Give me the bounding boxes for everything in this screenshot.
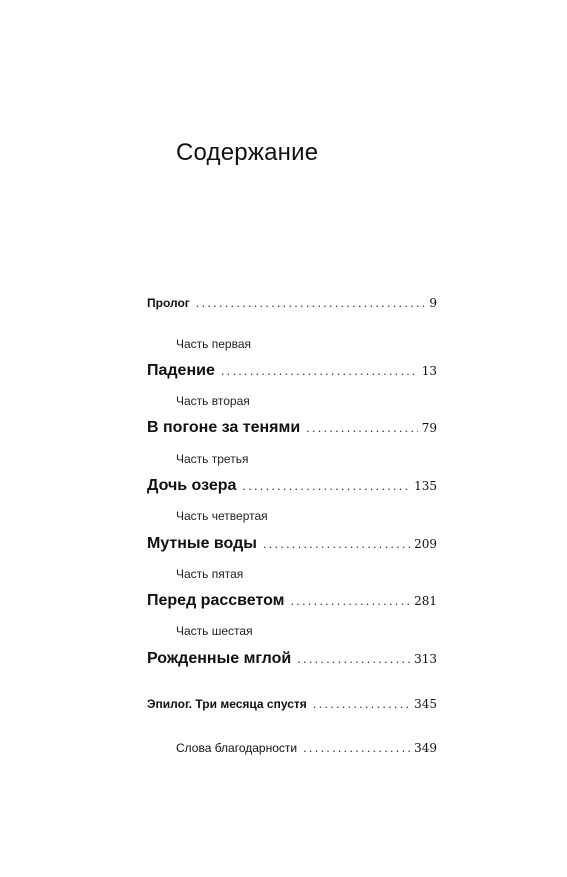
entry-label: Перед рассветом — [147, 592, 285, 609]
entry-label: В погоне за тенями — [147, 419, 301, 436]
part-label-3: Часть третья — [176, 452, 249, 466]
entry-page-number: 9 — [429, 296, 437, 310]
entry-page-number: 313 — [414, 652, 437, 666]
part-label-1: Часть первая — [176, 337, 252, 351]
entry-label: Слова благодарности — [176, 741, 298, 755]
dot-leader — [242, 480, 410, 493]
toc-entry-part-4[interactable] — [147, 535, 437, 553]
part-label-6: Часть шестая — [176, 624, 253, 638]
dot-leader — [263, 538, 410, 551]
entry-label: Рожденные мглой — [147, 650, 292, 667]
dot-leader — [297, 653, 410, 666]
entry-label: Пролог — [147, 296, 190, 310]
entry-page-number: 349 — [414, 741, 437, 755]
toc-entry-epilogue[interactable] — [147, 697, 437, 711]
toc-entry-acknowledgements[interactable] — [176, 741, 437, 755]
toc-entry-part-2[interactable] — [147, 419, 437, 437]
entry-page-number: 13 — [421, 364, 437, 378]
part-label-2: Часть вторая — [176, 394, 250, 408]
dot-leader — [313, 698, 410, 711]
entry-page-number: 135 — [414, 479, 437, 493]
part-label-5: Часть пятая — [176, 567, 244, 581]
entry-page-number: 209 — [414, 537, 437, 551]
dot-leader — [196, 297, 426, 310]
dot-leader — [221, 365, 418, 378]
entry-label: Мутные воды — [147, 535, 257, 552]
dot-leader — [306, 422, 418, 435]
dot-leader — [303, 742, 410, 755]
toc-entry-part-1[interactable] — [147, 362, 437, 380]
dot-leader — [290, 595, 410, 608]
entry-page-number: 281 — [414, 594, 437, 608]
part-label-4: Часть четвертая — [176, 509, 268, 523]
toc-entry-part-6[interactable] — [147, 650, 437, 668]
entry-page-number: 345 — [414, 697, 437, 711]
entry-label: Падение — [147, 362, 215, 379]
toc-entry-part-3[interactable] — [147, 477, 437, 495]
entry-page-number: 79 — [421, 421, 437, 435]
toc-title: Содержание — [176, 139, 319, 166]
entry-label: Эпилог. Три месяца спустя — [147, 697, 307, 711]
toc-entry-prologue[interactable] — [147, 296, 437, 310]
toc-entry-part-5[interactable] — [147, 592, 437, 610]
entry-label: Дочь озера — [147, 477, 237, 494]
